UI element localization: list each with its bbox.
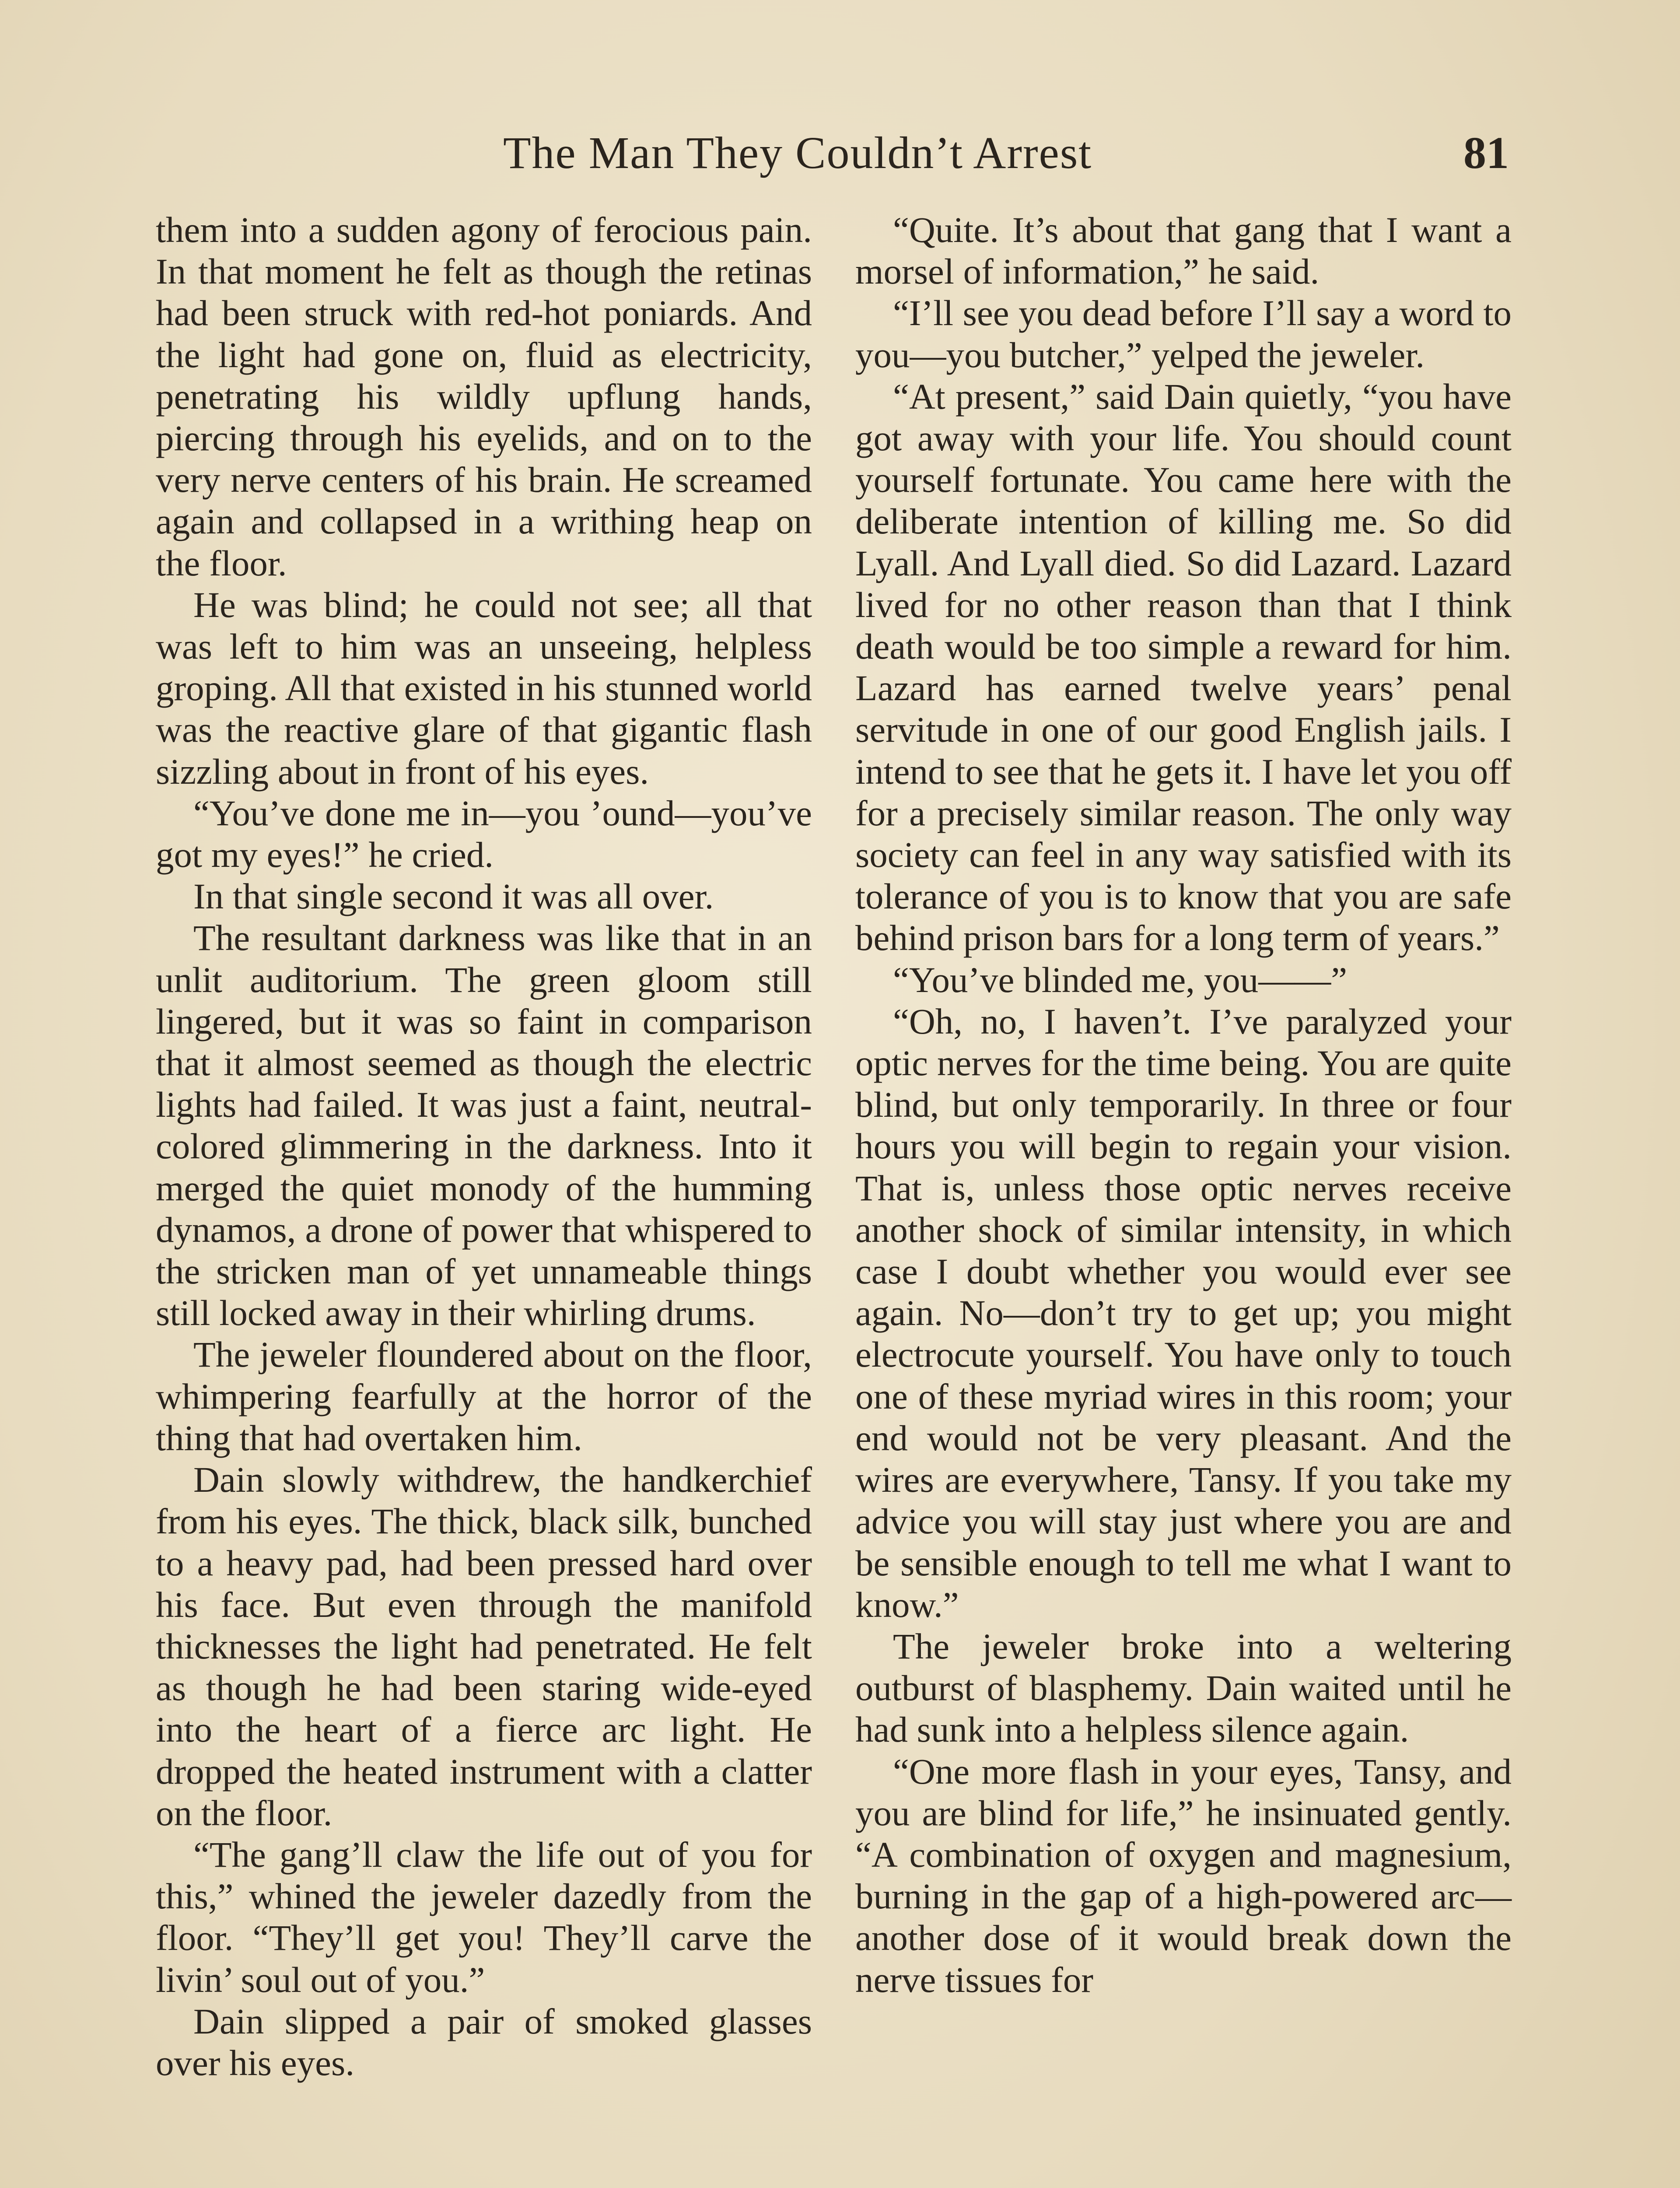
paragraph: The jeweler broke into a weltering outburst of blasphemy. Dain waited until he had sunk into a helpless silence again. <box>855 1626 1512 1750</box>
left-column <box>156 209 812 2084</box>
paragraph: “Oh, no, I haven’t. I’ve paralyzed your optic nerves for the time being. You are quite blind, but only temporarily. In three or four hours you will begin to regain your vision. That is, unless those optic nerves receive another shock of similar intensity, in which case I doubt whether you would ever see again. No—don’t try to get up; you might electrocute yourself. You have only to touch one of these myriad wires in this room; your end would not be very pleasant. And the wires are everywhere, Tansy. If you take my advice you will stay just where you are and be sensible enough to tell me what I want to know.” <box>855 1001 1512 1625</box>
paragraph: He was blind; he could not see; all that was left to him was an unseeing, helpless groping. All that existed in his stunned world was the reactive glare of that gigantic flash sizzling about in front of his eyes. <box>156 584 812 792</box>
paragraph: “Quite. It’s about that gang that I want a morsel of information,” he said. <box>855 210 1512 292</box>
paragraph: “You’ve blinded me, you——” <box>893 959 1348 1000</box>
paragraph: “One more flash in your eyes, Tansy, and you are blind for life,” he insinuated gently. “A combination of oxygen and magnesium, burning in the gap of a high-powered arc—another dose of it would break down the nerve tissues for <box>855 1751 1512 2000</box>
page-number: 81 <box>1463 128 1509 178</box>
paragraph: “At present,” said Dain quietly, “you have got away with your life. You should count yourself fortunate. You came here with the deliberate intention of killing me. So did Lyall. And Lyall died. So did Lazard. Lazard lived for no other reason than that I think death would be too simple a reward for him. Lazard has earned twelve years’ penal servitude in one of our good English jails. I intend to see that he gets it. I have let you off for a precisely similar reason. The only way society can feel in any way satisfied with its tolerance of you is to know that you are safe behind prison bars for a long term of years.” <box>855 376 1512 958</box>
paragraph: Dain slowly withdrew, the handkerchief from his eyes. The thick, black silk, bunched to a heavy pad, had been pressed hard over his face. But even through the manifold thicknesses the light had penetrated. He felt as though he had been staring wide-eyed into the heart of a fierce arc light. He dropped the heated instrument with a clatter on the floor. <box>156 1459 812 1833</box>
right-column <box>855 209 1512 2001</box>
running-title: The Man They Couldn’t Arrest <box>503 128 1092 178</box>
paragraph: “You’ve done me in—you ’ound—you’ve got my eyes!” he cried. <box>156 792 812 875</box>
paragraph: “I’ll see you dead before I’ll say a word to you—you butcher,” yelped the jeweler. <box>855 293 1512 375</box>
running-head <box>0 118 1680 188</box>
paragraph: “The gang’ll claw the life out of you for this,” whined the jeweler dazedly from the floor. “They’ll get you! They’ll carve the livin’ soul out of you.” <box>156 1834 812 2000</box>
paragraph: Dain slipped a pair of smoked glasses over his eyes. <box>156 2001 812 2083</box>
paragraph: The resultant darkness was like that in an unlit auditorium. The green gloom still lingered, but it was so faint in comparison that it almost seemed as though the electric lights had failed. It was just a faint, neutral-colored glimmering in the darkness. Into it merged the quiet monody of the humming dynamos, a drone of power that whispered to the stricken man of yet unnameable things still locked away in their whirling drums. <box>156 918 812 1333</box>
paragraph: In that single second it was all over. <box>193 876 714 917</box>
paragraph: them into a sudden agony of ferocious pain. In that moment he felt as though the retinas had been struck with red-hot poniards. And the light had gone on, fluid as electricity, penetrating his wildly upflung hands, piercing through his eyelids, and on to the very nerve centers of his brain. He screamed again and collapsed in a writhing heap on the floor. <box>156 210 812 583</box>
paragraph: The jeweler floundered about on the floor, whimpering fearfully at the horror of the thing that had overtaken him. <box>156 1334 812 1458</box>
